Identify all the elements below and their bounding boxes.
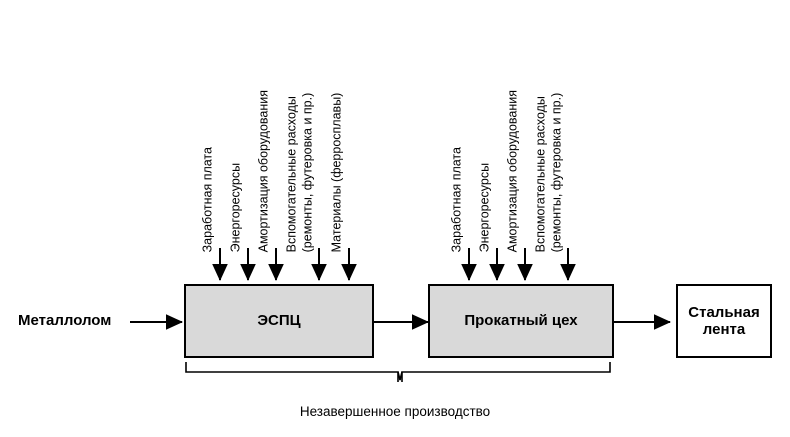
wip-caption: Незавершенное производство bbox=[299, 404, 491, 419]
node-rolling-label: Прокатный цех bbox=[464, 312, 578, 330]
input-label-rolling-2: Энергоресурсы bbox=[477, 162, 492, 253]
input-label-eaf-4 bbox=[285, 96, 299, 252]
input-label-eaf-1: Заработная плата bbox=[200, 147, 215, 253]
node-output-box bbox=[676, 284, 772, 358]
input-label-eaf-4-line2: (ремонты, футеровка и пр.) bbox=[300, 92, 315, 253]
node-output-label-line2: лента bbox=[702, 321, 746, 338]
node-eaf-label: ЭСПЦ bbox=[257, 312, 301, 330]
node-eaf-box bbox=[184, 284, 374, 358]
input-label-rolling-4b bbox=[550, 93, 564, 253]
input-label-rolling-3: Амортизация оборудования bbox=[505, 89, 520, 253]
input-label-eaf-5: Материалы (ферросплавы) bbox=[329, 92, 344, 253]
input-label-eaf-4b bbox=[301, 93, 315, 253]
node-output-label-line1: Стальная bbox=[688, 303, 760, 321]
node-rolling-box bbox=[428, 284, 614, 358]
input-label-eaf-4-line1: Вспомогательные расходы bbox=[284, 96, 299, 253]
input-label-rolling-1: Заработная плата bbox=[449, 147, 464, 253]
input-label-rolling-4-line1: Вспомогательные расходы bbox=[533, 96, 548, 253]
node-input-label: Металлолом bbox=[18, 312, 112, 329]
input-label-eaf-3: Амортизация оборудования bbox=[256, 89, 271, 253]
input-label-rolling-4-line2: (ремонты, футеровка и пр.) bbox=[549, 92, 564, 253]
input-label-rolling-4 bbox=[534, 96, 548, 252]
input-label-eaf-2: Энергоресурсы bbox=[228, 162, 243, 253]
